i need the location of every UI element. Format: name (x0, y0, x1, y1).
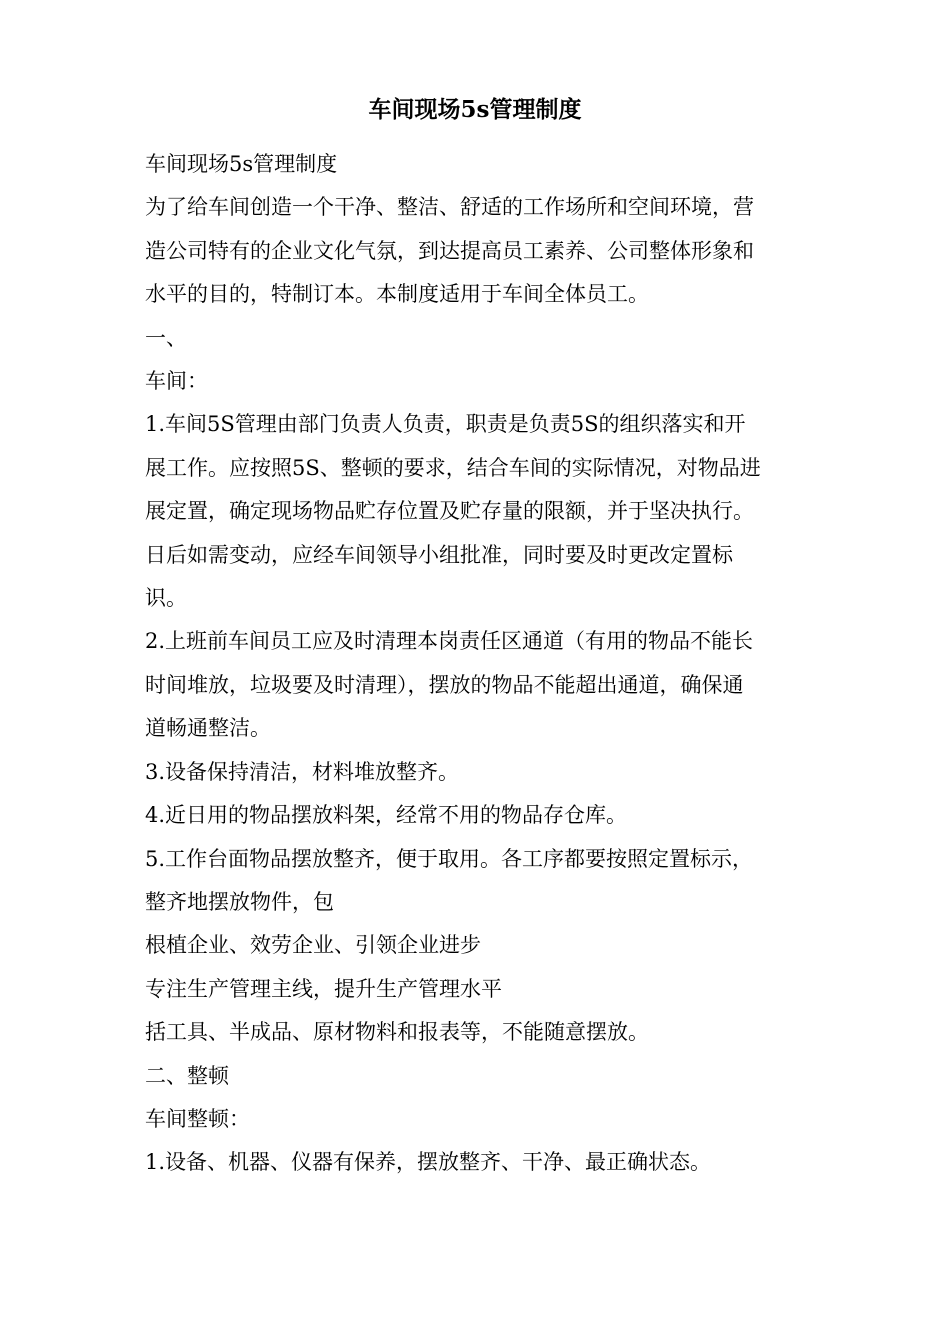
item-2-line-1: 2.上班前车间员工应及时清理本岗责任区通道（有用的物品不能长 (145, 629, 754, 654)
document-title: 车间现场5s管理制度 (368, 96, 582, 123)
item-1-line-5: 识。 (145, 586, 187, 611)
doc-subtitle-line: 车间现场5s管理制度 (145, 152, 338, 176)
item-1-line-1: 1.车间5S管理由部门负责人负责，职责是负责5S的组织落实和开 (145, 412, 746, 437)
intro-line-3: 水平的目的，特制订本。本制度适用于车间全体员工。 (145, 282, 649, 307)
item-1-line-4: 日后如需变动，应经车间领导小组批准，同时要及时更改定置标 (145, 542, 733, 567)
workshop-rectify-label: 车间整顿： (145, 1106, 250, 1131)
section-two-heading: 二、整顿 (145, 1063, 229, 1088)
intro-line-1: 为了给车间创造一个干净、整洁、舒适的工作场所和空间环境，营 (145, 195, 754, 220)
item-2-line-3: 道畅通整洁。 (145, 716, 271, 741)
rectify-item-1-line: 1.设备、机器、仪器有保养，摆放整齐、干净、最正确状态。 (145, 1150, 712, 1175)
document-body (145, 143, 815, 1185)
item-1-line-3: 展定置，确定现场物品贮存位置及贮存量的限额，并于坚决执行。 (145, 499, 754, 524)
item-2-line-2: 时间堆放，垃圾要及时清理），摆放的物品不能超出通道，确保通 (145, 672, 744, 697)
item-5-line-1: 5.工作台面物品摆放整齐，便于取用。各工序都要按照定置标示， (145, 846, 754, 871)
item-5-line-3: 括工具、半成品、原材物料和报表等，不能随意摆放。 (145, 1020, 649, 1045)
item-3-line: 3.设备保持清洁，材料堆放整齐。 (145, 759, 460, 784)
slogan-line-1: 根植企业、效劳企业、引领企业进步 (145, 933, 481, 958)
section-one-heading: 一、 (145, 325, 187, 350)
item-5-line-2: 整齐地摆放物件，包 (145, 889, 334, 914)
item-4-line: 4.近日用的物品摆放料架，经常不用的物品存仓库。 (145, 803, 628, 828)
workshop-label: 车间： (145, 369, 208, 394)
item-1-line-2: 展工作。应按照5S、整顿的要求，结合车间的实际情况，对物品进 (145, 455, 761, 480)
slogan-line-2: 专注生产管理主线，提升生产管理水平 (145, 976, 502, 1001)
intro-line-2: 造公司特有的企业文化气氛，到达提高员工素养、公司整体形象和 (145, 238, 754, 263)
